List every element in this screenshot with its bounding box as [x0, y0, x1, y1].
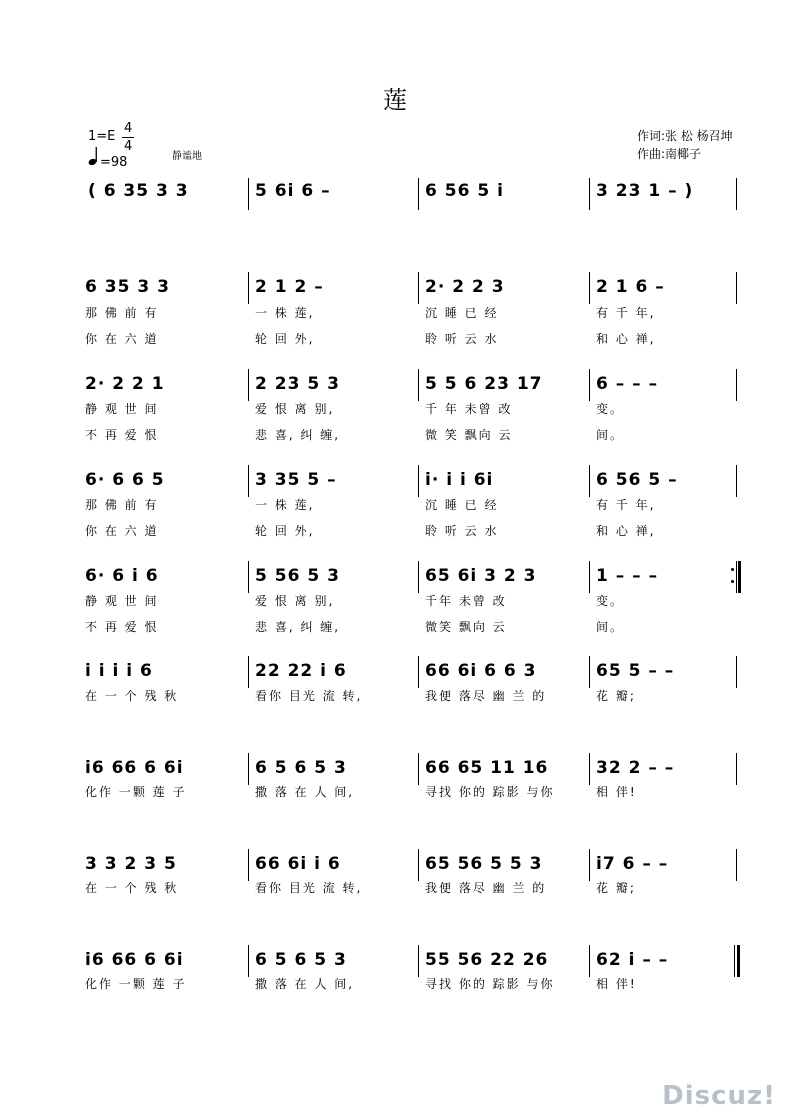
row4-lyric2-m1: 不 再 爱 恨: [85, 620, 159, 634]
barline: [589, 369, 590, 401]
row1-lyric1-m3: 沉 睡 已 经: [425, 306, 499, 320]
barline: [418, 753, 419, 785]
row2-lyric1-m1: 静 观 世 间: [85, 402, 159, 416]
intro-measure-4: 3 23 1 – ): [596, 181, 694, 201]
row6-measure4-notes: 32 2 – –: [596, 758, 675, 778]
row2-measure2-notes: 2 23 5 3: [255, 374, 340, 394]
barline: [589, 849, 590, 881]
barline: [589, 945, 590, 977]
intro-measure-2: 5 6i 6 –: [255, 181, 331, 201]
row6-measure2-notes: 6 5 6 5 3: [255, 758, 347, 778]
row1-measure3-notes: 2· 2 2 3: [425, 277, 505, 297]
barline: [589, 178, 590, 210]
row4-lyric2-m4: 间。: [596, 620, 625, 634]
barline: [248, 272, 249, 304]
tempo-marking: =98: [100, 155, 128, 170]
row8-lyric1-m1: 化作 一颗 莲 子: [85, 977, 187, 991]
row7-lyric1-m2: 看你 目光 流 转,: [255, 881, 363, 895]
row6-measure3-notes: 66 65 11 16: [425, 758, 549, 778]
row2-measure1-notes: 2· 2 2 1: [85, 374, 165, 394]
barline: [418, 272, 419, 304]
row1-lyric1-m2: 一 株 莲,: [255, 306, 315, 320]
row8-measure1-notes: i6 66 6 6i: [85, 950, 184, 970]
barline: [418, 849, 419, 881]
composer-credit: 作曲:南椰子: [637, 147, 702, 161]
row4-measure1-notes: 6· 6 i 6: [85, 566, 159, 586]
row2-measure3-notes: 5 5 6 23 17: [425, 374, 543, 394]
row7-measure4-notes: i7 6 – –: [596, 854, 669, 874]
row8-lyric1-m3: 寻找 你的 踪影 与你: [425, 977, 555, 991]
row8-lyric1-m2: 撒 落 在 人 间,: [255, 977, 355, 991]
row1-lyric1-m1: 那 佛 前 有: [85, 306, 159, 320]
row5-lyric1-m2: 看你 目光 流 转,: [255, 689, 363, 703]
key-signature: 1=E: [88, 129, 116, 144]
row4-lyric1-m4: 变。: [596, 594, 625, 608]
row8-measure2-notes: 6 5 6 5 3: [255, 950, 347, 970]
barline: [734, 945, 735, 977]
row4-lyric2-m3: 微笑 飘向 云: [425, 620, 507, 634]
row4-lyric1-m1: 静 观 世 间: [85, 594, 159, 608]
row2-lyric2-m3: 微 笑 飘向 云: [425, 428, 513, 442]
row1-lyric1-m4: 有 千 年,: [596, 306, 656, 320]
barline: [589, 753, 590, 785]
row4-lyric2-m2: 悲 喜, 纠 缠,: [255, 620, 341, 634]
row4-measure2-notes: 5 56 5 3: [255, 566, 340, 586]
row2-lyric2-m2: 悲 喜, 纠 缠,: [255, 428, 341, 442]
row5-measure1-notes: i i i i 6: [85, 661, 153, 681]
row1-lyric2-m3: 聆 听 云 水: [425, 332, 499, 346]
row2-lyric1-m4: 变。: [596, 402, 625, 416]
row4-lyric1-m3: 千年 未曾 改: [425, 594, 507, 608]
barline: [418, 656, 419, 688]
row1-lyric2-m4: 和 心 禅,: [596, 332, 656, 346]
barline: [589, 561, 590, 593]
row3-lyric1-m4: 有 千 年,: [596, 498, 656, 512]
row6-measure1-notes: i6 66 6 6i: [85, 758, 184, 778]
row3-measure4-notes: 6 56 5 –: [596, 470, 678, 490]
row6-lyric1-m4: 相 伴!: [596, 785, 637, 799]
row8-lyric1-m4: 相 伴!: [596, 977, 637, 991]
barline: [248, 369, 249, 401]
row3-measure2-notes: 3 35 5 –: [255, 470, 337, 490]
row6-lyric1-m2: 撒 落 在 人 间,: [255, 785, 355, 799]
repeat-dot-upper: [731, 568, 734, 571]
row3-lyric2-m2: 轮 回 外,: [255, 524, 315, 538]
barline: [736, 178, 737, 210]
row2-lyric2-m1: 不 再 爱 恨: [85, 428, 159, 442]
row7-measure3-notes: 65 56 5 5 3: [425, 854, 543, 874]
row3-lyric2-m3: 聆 听 云 水: [425, 524, 499, 538]
row4-lyric1-m2: 爱 恨 离 别,: [255, 594, 335, 608]
row2-measure4-notes: 6 – – –: [596, 374, 659, 394]
row5-lyric1-m4: 花 瓣;: [596, 689, 636, 703]
barline: [248, 945, 249, 977]
barline: [589, 656, 590, 688]
barline: [736, 272, 737, 304]
barline: [736, 465, 737, 497]
row1-lyric2-m1: 你 在 六 道: [85, 332, 159, 346]
row1-measure4-notes: 2 1 6 –: [596, 277, 665, 297]
row1-lyric2-m2: 轮 回 外,: [255, 332, 315, 346]
row5-lyric1-m3: 我便 落尽 幽 兰 的: [425, 689, 547, 703]
row7-measure1-notes: 3 3 2 3 5: [85, 854, 177, 874]
repeat-dot-lower: [731, 580, 734, 583]
row3-lyric1-m1: 那 佛 前 有: [85, 498, 159, 512]
row3-lyric1-m3: 沉 睡 已 经: [425, 498, 499, 512]
row8-measure3-notes: 55 56 22 26: [425, 950, 549, 970]
barline: [589, 465, 590, 497]
quarter-note-icon: [88, 146, 100, 170]
barline: [248, 849, 249, 881]
row7-lyric1-m1: 在 一 个 残 秋: [85, 881, 179, 895]
barline: [736, 561, 737, 593]
barline: [248, 561, 249, 593]
expression-marking: 静谧地: [172, 151, 202, 162]
row5-measure3-notes: 66 6i 6 6 3: [425, 661, 537, 681]
row7-lyric1-m4: 花 瓣;: [596, 881, 636, 895]
row3-lyric2-m1: 你 在 六 道: [85, 524, 159, 538]
barline: [736, 369, 737, 401]
row7-lyric1-m3: 我便 落尽 幽 兰 的: [425, 881, 547, 895]
time-signature-line: [122, 137, 134, 138]
row5-lyric1-m1: 在 一 个 残 秋: [85, 689, 179, 703]
row3-measure1-notes: 6· 6 6 5: [85, 470, 165, 490]
watermark-logo: Discuz!: [662, 1081, 776, 1111]
row4-measure3-notes: 65 6i 3 2 3: [425, 566, 537, 586]
row7-measure2-notes: 66 6i i 6: [255, 854, 341, 874]
intro-measure-1: ( 6 35 3 3: [88, 181, 189, 201]
repeat-barline: [738, 561, 741, 593]
row5-measure2-notes: 22 22 i 6: [255, 661, 347, 681]
barline: [248, 465, 249, 497]
barline: [736, 656, 737, 688]
row6-lyric1-m1: 化作 一颗 莲 子: [85, 785, 187, 799]
barline: [248, 656, 249, 688]
row2-lyric1-m2: 爱 恨 离 别,: [255, 402, 335, 416]
song-title: 莲: [383, 86, 407, 114]
row2-lyric2-m4: 间。: [596, 428, 625, 442]
barline: [248, 178, 249, 210]
row1-measure2-notes: 2 1 2 –: [255, 277, 324, 297]
barline: [418, 369, 419, 401]
time-signature-denominator: 4: [124, 139, 133, 154]
barline: [418, 465, 419, 497]
time-signature-numerator: 4: [124, 121, 133, 136]
row2-lyric1-m3: 千 年 未曾 改: [425, 402, 513, 416]
final-barline: [737, 945, 740, 977]
barline: [418, 945, 419, 977]
barline: [736, 753, 737, 785]
row3-lyric2-m4: 和 心 禅,: [596, 524, 656, 538]
barline: [736, 849, 737, 881]
barline: [248, 753, 249, 785]
row5-measure4-notes: 65 5 – –: [596, 661, 675, 681]
row4-measure4-notes: 1 – – –: [596, 566, 659, 586]
row3-measure3-notes: i· i i 6i: [425, 470, 494, 490]
row6-lyric1-m3: 寻找 你的 踪影 与你: [425, 785, 555, 799]
row3-lyric1-m2: 一 株 莲,: [255, 498, 315, 512]
barline: [589, 272, 590, 304]
lyricist-credit: 作词:张 松 杨召坤: [637, 129, 733, 143]
row8-measure4-notes: 62 i – –: [596, 950, 669, 970]
barline: [418, 561, 419, 593]
row1-measure1-notes: 6 35 3 3: [85, 277, 170, 297]
barline: [418, 178, 419, 210]
intro-measure-3: 6 56 5 i: [425, 181, 504, 201]
